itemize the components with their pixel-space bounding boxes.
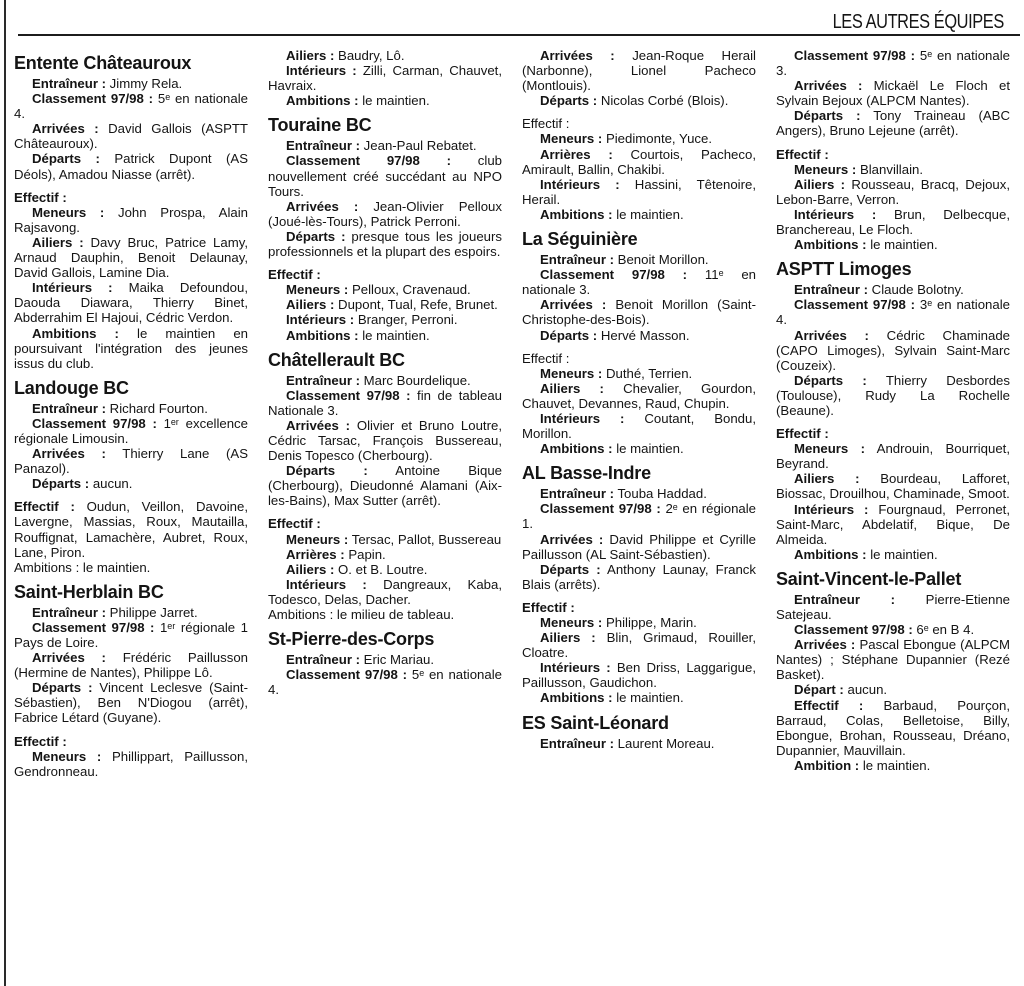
- roster-label: Effectif :: [522, 350, 570, 366]
- info-line: [522, 93, 756, 108]
- roster-label: Effectif :: [14, 733, 67, 749]
- info-text: le maintien en poursuivant l'intégration des jeunes issus du club.: [14, 325, 248, 371]
- info-label: Entraîneur :: [32, 400, 107, 416]
- info-label: Meneurs :: [32, 748, 102, 764]
- info-label: Ambitions :: [540, 441, 613, 457]
- info-label: Entraîneur :: [286, 138, 361, 154]
- info-label: Entraîneur :: [794, 591, 896, 607]
- info-text: Vincent Leclesve (Saint-Sébastien), Ben N'Diogou (arrêt), Fabrice Létard (Guyane).: [14, 680, 248, 726]
- roster-label: Effectif :: [776, 426, 829, 442]
- info-line: [522, 441, 756, 456]
- info-label: Entraîneur :: [32, 604, 107, 620]
- info-label: Entraîneur :: [540, 735, 615, 751]
- info-label: Entraîneur :: [794, 282, 869, 298]
- info-text: aucun.: [843, 682, 888, 698]
- info-label: Classement 97/98 :: [794, 297, 916, 313]
- info-line: [776, 441, 1010, 471]
- info-line: [14, 326, 248, 371]
- info-line: [268, 373, 502, 388]
- info-text: le maintien.: [612, 441, 684, 457]
- info-line: [268, 667, 502, 697]
- info-text: Chevalier, Gourdon, Chauvet, Devannes, Raud, Chupin.: [522, 380, 756, 411]
- info-text: club nouvellement créé succédant au NPO Tours.: [268, 153, 502, 199]
- info-label: Arrivées :: [286, 417, 351, 433]
- info-label: Meneurs :: [794, 441, 865, 457]
- info-text: Baudry, Lô.: [334, 48, 405, 63]
- info-label: Départs :: [32, 476, 90, 492]
- info-line: [776, 502, 1010, 547]
- team-heading: La Séguinière: [522, 229, 638, 250]
- roster-section: [14, 734, 248, 749]
- info-text: Blanvillain.: [856, 161, 924, 177]
- info-label: Entraîneur :: [286, 372, 361, 388]
- info-line: [268, 312, 502, 327]
- info-text: Pascal Ebongue (ALPCM Nantes) ; Stéphane Dupannier (Rezé Basket).: [776, 637, 1010, 683]
- info-label: Arrivées :: [540, 531, 604, 547]
- info-line: [268, 652, 502, 667]
- info-label: Ambitions :: [540, 206, 613, 222]
- info-label: Effectif :: [794, 697, 864, 713]
- info-line: [776, 78, 1010, 108]
- info-line: [522, 630, 756, 660]
- info-text: fin de tableau Nationale 3.: [268, 387, 502, 418]
- info-label: Ambitions :: [794, 546, 867, 562]
- info-line: [14, 605, 248, 620]
- info-label: Classement 97/98 :: [286, 387, 411, 403]
- info-line: [14, 91, 248, 121]
- info-text: Richard Fourton.: [106, 400, 208, 416]
- info-label: Ambition :: [794, 757, 860, 773]
- info-line: [776, 592, 1010, 622]
- info-line: [522, 267, 756, 297]
- info-label: Arrivées :: [794, 637, 856, 653]
- section-title: LES AUTRES ÉQUIPES: [832, 11, 1004, 33]
- roster-label: Effectif :: [776, 146, 829, 162]
- info-text: Patrick Dupont (AS Déols), Amadou Niasse (arrêt).: [14, 151, 248, 182]
- info-line: [522, 411, 756, 441]
- column-3: [522, 48, 756, 986]
- info-line: [776, 177, 1010, 207]
- info-label: Entraîneur :: [540, 252, 615, 268]
- info-text: Claude Bolotny.: [868, 282, 964, 298]
- info-line: [14, 121, 248, 151]
- info-line: [522, 381, 756, 411]
- info-line: [268, 463, 502, 508]
- info-label: Meneurs :: [286, 531, 349, 547]
- info-text: John Prospa, Alain Rajsavong.: [14, 204, 248, 235]
- info-text: Courtois, Pacheco, Amirault, Ballin, Chakibi.: [522, 146, 756, 177]
- info-text: Olivier et Bruno Loutre, Cédric Tarsac, François Bussereau, Denis Topesco (Cherbourg).: [268, 417, 502, 464]
- info-line: [522, 177, 756, 207]
- info-line: [522, 131, 756, 146]
- info-line: [14, 401, 248, 416]
- info-text: 5ᵉ en nationale 4.: [268, 667, 502, 698]
- team-heading: Saint-Vincent-le-Pallet: [776, 568, 962, 589]
- info-text: Antoine Bique (Cherbourg), Dieudonné Alamani (Aix-les-Bains), Max Sutter (arrêt).: [268, 463, 502, 509]
- info-line: [14, 235, 248, 280]
- info-text: Marc Bourdelique.: [360, 372, 471, 388]
- info-label: Ailiers :: [32, 234, 84, 250]
- info-text: Nicolas Corbé (Blois).: [597, 93, 729, 109]
- info-label: Classement 97/98 :: [286, 153, 452, 169]
- team-heading: Touraine BC: [268, 115, 372, 136]
- info-text: 1ᵉʳ excellence régionale Limousin.: [14, 415, 248, 446]
- info-label: Ailiers :: [540, 630, 596, 646]
- info-text: le maintien.: [612, 690, 684, 706]
- info-text: Branger, Perroni.: [354, 312, 458, 328]
- info-line: [268, 48, 502, 63]
- info-label: Départs :: [540, 327, 598, 343]
- info-text: Dupont, Tual, Refe, Brunet.: [334, 297, 498, 313]
- info-text: Coutant, Bondu, Morillon.: [522, 410, 757, 442]
- roster-label: Effectif :: [522, 116, 570, 132]
- info-line: [268, 562, 502, 577]
- info-label: Classement 97/98 :: [32, 415, 157, 431]
- info-text: Duthé, Terrien.: [602, 365, 693, 381]
- info-text: Jean-Paul Rebatet.: [360, 138, 477, 154]
- info-label: Arrivées :: [794, 78, 863, 94]
- info-text: Touba Haddad.: [614, 486, 707, 502]
- info-text: Maika Defoundou, Daouda Diawara, Thierry Binet, Abderrahim El Hajoui, Cédric Verdon.: [14, 280, 249, 326]
- info-label: Intérieurs :: [794, 501, 869, 517]
- info-text: Hassini, Têtenoire, Herail.: [522, 176, 757, 207]
- info-line: [14, 151, 248, 181]
- info-line: [268, 388, 502, 418]
- info-line: [522, 486, 756, 501]
- info-text: Rousseau, Bracq, Dejoux, Lebon-Barre, Verron.: [776, 176, 1010, 207]
- info-line: [522, 615, 756, 630]
- info-text: le maintien.: [866, 546, 938, 562]
- info-text: Frédéric Paillusson (Hermine de Nantes), Philippe Lô.: [14, 650, 248, 681]
- info-text: Benoit Morillon (Saint-Christophe-des-Bois).: [522, 297, 756, 328]
- info-text: Mickaël Le Floch et Sylvain Bejoux (ALPCM Nantes).: [776, 78, 1010, 109]
- info-line: [14, 680, 248, 725]
- info-text: Jean-Roque Herail (Narbonne), Lionel Pacheco (Montlouis).: [522, 48, 756, 94]
- info-line: [268, 63, 502, 93]
- info-text: Cédric Chaminade (CAPO Limoges), Sylvain Saint-Marc (Couzeix).: [776, 327, 1010, 373]
- info-line: [522, 562, 756, 592]
- info-text: le maintien.: [866, 237, 938, 253]
- info-text: presque tous les joueurs professionnels et la plupart des espoirs.: [268, 228, 502, 260]
- info-label: Ambitions :: [286, 327, 359, 343]
- team-heading: St-Pierre-des-Corps: [268, 629, 435, 650]
- roster-text: Oudun, Veillon, Davoine, Lavergne, Massias, Roux, Mautailla, Rouffignat, Lamachère, Aubret, Roux, Lane, Piron.: [14, 499, 248, 560]
- info-line: [268, 418, 502, 463]
- info-line: [776, 328, 1010, 373]
- info-label: Ailiers :: [794, 176, 846, 192]
- info-label: Départs :: [286, 228, 346, 244]
- info-line: [522, 501, 756, 531]
- info-text: Blin, Grimaud, Rouiller, Cloatre.: [522, 630, 756, 661]
- info-label: Départs :: [794, 108, 861, 124]
- info-line: [776, 108, 1010, 138]
- info-text: Pierre-Etienne Satejeau.: [776, 591, 1010, 622]
- info-text: Tony Traineau (ABC Angers), Bruno Lejeune (arrêt).: [776, 108, 1010, 139]
- roster-section: [268, 267, 502, 282]
- info-label: Classement 97/98 :: [286, 667, 408, 683]
- info-line: Ambitions : le maintien.: [14, 559, 151, 575]
- info-label: Ambitions :: [286, 93, 359, 109]
- roster-section: [14, 190, 248, 205]
- info-text: Davy Bruc, Patrice Lamy, Arnaud Dauphin, Benoit Delaunay, David Gallois, Lamine Dia.: [14, 234, 248, 281]
- info-text: Androuin, Bourriquet, Beyrand.: [776, 441, 1010, 472]
- info-label: Ailiers :: [286, 561, 335, 577]
- info-line: [14, 446, 248, 476]
- info-label: Ailiers :: [794, 471, 860, 487]
- info-label: Entraîneur :: [32, 76, 107, 91]
- info-text: Jean-Olivier Pelloux (Joué-lès-Tours), Patrick Perroni.: [268, 198, 502, 229]
- info-line: [776, 637, 1010, 682]
- info-line: [522, 328, 756, 343]
- info-text: Ben Driss, Laggarigue, Paillusson, Gaudichon.: [522, 660, 757, 691]
- info-label: Classement 97/98 :: [32, 91, 154, 107]
- info-line: [776, 282, 1010, 297]
- info-text: aucun.: [89, 476, 133, 492]
- info-line: [268, 138, 502, 153]
- info-line: [776, 207, 1010, 237]
- info-text: O. et B. Loutre.: [334, 561, 428, 577]
- info-label: Intérieurs :: [540, 660, 611, 676]
- info-text: Thierry Lane (AS Panazol).: [14, 446, 248, 477]
- info-text: Laurent Moreau.: [614, 735, 715, 751]
- info-line: [522, 532, 756, 562]
- info-line: [522, 690, 756, 705]
- info-line: [522, 660, 756, 690]
- info-text: David Philippe et Cyrille Paillusson (AL Saint-Sébastien).: [522, 531, 756, 562]
- info-line: [14, 205, 248, 235]
- info-label: Départs :: [32, 680, 93, 696]
- info-line: [776, 682, 1010, 697]
- info-line: [522, 252, 756, 267]
- roster-label: Effectif :: [522, 599, 575, 615]
- info-label: Entraîneur :: [540, 486, 615, 502]
- info-line: [268, 153, 502, 198]
- info-label: Départs :: [540, 93, 598, 109]
- roster-label: Effectif :: [268, 267, 321, 283]
- info-label: Arrivées :: [32, 650, 106, 666]
- info-label: Arrières :: [286, 546, 345, 562]
- info-text: Philippe, Marin.: [602, 615, 697, 630]
- info-line: [776, 622, 1010, 637]
- info-label: Intérieurs :: [286, 312, 355, 328]
- info-label: Intérieurs :: [794, 206, 877, 222]
- left-margin-rule: [4, 0, 6, 986]
- info-line: [776, 48, 1010, 78]
- team-heading: ES Saint-Léonard: [522, 712, 669, 733]
- column-4: [776, 48, 1010, 986]
- info-label: Départs :: [540, 561, 601, 577]
- info-text: Zilli, Carman, Chauvet, Havraix.: [268, 63, 502, 94]
- info-line: [14, 620, 248, 650]
- info-label: Meneurs :: [32, 204, 105, 220]
- info-line: [268, 577, 502, 607]
- info-label: Arrivées :: [540, 48, 615, 63]
- info-text: le maintien.: [859, 757, 931, 773]
- info-line: [522, 147, 756, 177]
- info-line: [268, 297, 502, 312]
- info-label: Ailiers :: [286, 297, 335, 313]
- info-label: Ambitions :: [794, 237, 867, 253]
- team-heading: ASPTT Limoges: [776, 259, 912, 280]
- info-line: [14, 280, 248, 325]
- info-label: Ailiers :: [540, 380, 604, 396]
- roster-section: [522, 116, 756, 131]
- header-rule: [18, 34, 1020, 36]
- info-text: Benoit Morillon.: [614, 252, 709, 268]
- info-label: Départs :: [32, 151, 100, 167]
- info-text: le maintien.: [358, 327, 430, 343]
- info-line: [522, 366, 756, 381]
- info-text: 3ᵉ en nationale 4.: [776, 297, 1010, 328]
- info-text: Pelloux, Cravenaud.: [348, 282, 471, 298]
- info-label: Départs :: [286, 463, 368, 479]
- column-1: [14, 48, 248, 986]
- info-label: Ailiers :: [286, 48, 335, 63]
- info-label: Intérieurs :: [540, 176, 620, 192]
- info-label: Meneurs :: [540, 365, 603, 381]
- info-line: [776, 471, 1010, 501]
- roster-section: [268, 516, 502, 531]
- info-text: 5ᵉ en nationale 3.: [776, 48, 1010, 79]
- info-line: [522, 207, 756, 222]
- info-line: [268, 229, 502, 259]
- article-columns: [14, 48, 1010, 986]
- info-line: [268, 93, 502, 108]
- info-label: Départs :: [794, 372, 867, 388]
- info-label: Entraîneur :: [286, 652, 361, 668]
- roster-section: [776, 426, 1010, 441]
- info-label: Arrivées :: [286, 198, 359, 214]
- info-text: Dangreaux, Kaba, Todesco, Delas, Dacher.: [268, 576, 502, 607]
- info-label: Classement 97/98 :: [540, 267, 688, 283]
- info-line: Ambitions : le milieu de tableau.: [268, 607, 455, 622]
- info-text: Hervé Masson.: [597, 327, 690, 343]
- info-line: [14, 416, 248, 446]
- info-text: 11ᵉ en nationale 3.: [522, 267, 756, 298]
- info-label: Arrivées :: [794, 327, 869, 343]
- info-text: 5ᵉ en nationale 4.: [14, 91, 248, 122]
- info-text: le maintien.: [358, 93, 430, 109]
- info-text: Papin.: [344, 546, 386, 562]
- info-label: Arrivées :: [32, 446, 106, 462]
- team-heading: Entente Châteauroux: [14, 53, 192, 73]
- info-label: Classement 97/98 :: [794, 622, 913, 638]
- info-text: 2ᵉ en régionale 1.: [522, 501, 756, 532]
- column-2: [268, 48, 502, 986]
- roster-section: [522, 600, 756, 615]
- info-line: [14, 76, 248, 91]
- team-heading: Châtellerault BC: [268, 349, 405, 370]
- info-text: Bourdeau, Lafforet, Biossac, Drouilhou, Chaminade, Smoot.: [776, 471, 1010, 502]
- info-text: Thierry Desbordes (Toulouse), Rudy La Rochelle (Beaune).: [776, 372, 1010, 418]
- info-label: Classement 97/98 :: [794, 48, 916, 63]
- info-label: Classement 97/98 :: [32, 619, 155, 635]
- info-text: Philippe Jarret.: [106, 604, 198, 620]
- info-label: Meneurs :: [794, 161, 857, 177]
- roster-section: [776, 147, 1010, 162]
- info-label: Arrières :: [540, 146, 613, 162]
- info-text: 1ᵉʳ régionale 1 Pays de Loire.: [14, 619, 248, 650]
- info-text: Piedimonte, Yuce.: [602, 131, 713, 147]
- info-line: [14, 476, 248, 491]
- info-line: [14, 650, 248, 680]
- info-line: [268, 328, 502, 343]
- info-text: Brun, Delbecque, Branchereau, Le Floch.: [776, 206, 1010, 238]
- team-heading: Landouge BC: [14, 377, 129, 398]
- info-line: [522, 48, 756, 93]
- info-label: Arrivées :: [540, 297, 607, 313]
- info-text: 6ᵉ en B 4.: [912, 622, 975, 638]
- info-text: Jimmy Rela.: [106, 76, 183, 91]
- info-text: le maintien.: [612, 206, 684, 222]
- roster-label: Effectif :: [14, 189, 67, 205]
- info-line: [776, 297, 1010, 327]
- info-line: [268, 547, 502, 562]
- info-line: [268, 532, 502, 547]
- info-line: [776, 547, 1010, 562]
- info-line: [522, 297, 756, 327]
- info-label: Ambitions :: [540, 690, 613, 706]
- info-text: Fourgnaud, Perronet, Saint-Marc, Abdelatif, Bique, De Almeida.: [776, 501, 1011, 547]
- team-heading: Saint-Herblain BC: [14, 581, 164, 602]
- info-line: [14, 749, 248, 779]
- info-label: Meneurs :: [286, 282, 349, 298]
- info-label: Meneurs :: [540, 131, 603, 147]
- info-label: Départ :: [794, 682, 844, 698]
- info-text: Phillippart, Paillusson, Gendronneau.: [14, 748, 248, 779]
- info-label: Intérieurs :: [540, 410, 625, 426]
- info-text: Eric Mariau.: [360, 652, 435, 668]
- info-line: [268, 282, 502, 297]
- info-label: Intérieurs :: [32, 280, 113, 296]
- info-line: [268, 199, 502, 229]
- roster-label: Effectif :: [14, 499, 75, 515]
- info-label: Ambitions :: [32, 325, 119, 341]
- info-label: Classement 97/98 :: [540, 501, 661, 517]
- info-line: [776, 698, 1010, 758]
- info-line: [776, 373, 1010, 418]
- info-text: David Gallois (ASPTT Châteauroux).: [14, 121, 248, 152]
- info-label: Intérieurs :: [286, 576, 367, 592]
- info-text: Barbaud, Pourçon, Barraud, Colas, Belletoise, Billy, Ebongue, Brohan, Rousseau, Dréano, Dupannier, Mauvillain.: [776, 697, 1011, 758]
- info-text: Tersac, Pallot, Bussereau: [348, 531, 502, 547]
- roster-section: [522, 351, 756, 366]
- info-line: [776, 758, 1010, 773]
- info-line: [522, 736, 756, 751]
- info-line: [776, 162, 1010, 177]
- roster-label: Effectif :: [268, 516, 321, 532]
- roster-section: [14, 499, 248, 559]
- info-label: Intérieurs :: [286, 63, 357, 79]
- info-line: [776, 237, 1010, 252]
- info-label: Meneurs :: [540, 615, 603, 630]
- info-label: Arrivées :: [32, 121, 99, 137]
- team-heading: AL Basse-Indre: [522, 463, 651, 484]
- info-text: Anthony Launay, Franck Blais (arrêts).: [522, 561, 756, 592]
